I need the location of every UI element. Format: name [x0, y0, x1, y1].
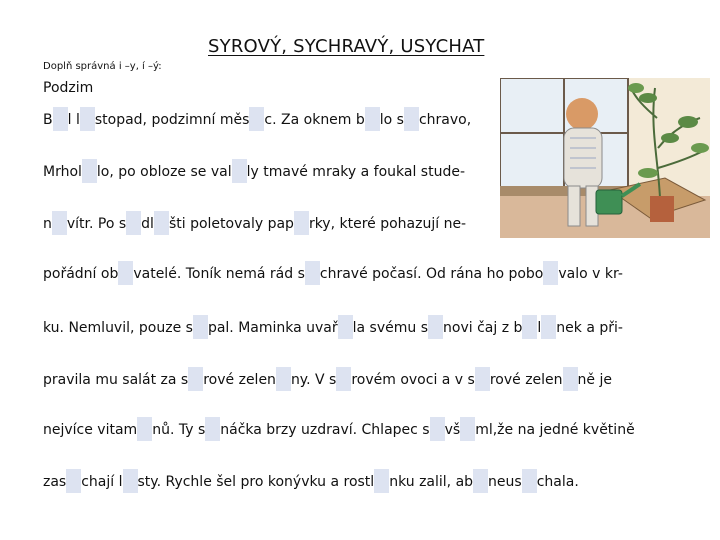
blank-gap[interactable] [205, 417, 220, 441]
blank-gap[interactable] [475, 367, 490, 391]
text-line-2 [43, 159, 465, 183]
worksheet-title: SYROVÝ, SYCHRAVÝ, USYCHAT [208, 36, 485, 57]
text-segment: chají l [81, 474, 123, 490]
text-segment: vš [444, 422, 461, 438]
text-segment: B [43, 112, 53, 128]
text-segment: rové zelen [489, 372, 563, 388]
blank-gap[interactable] [522, 469, 537, 493]
text-segment: Mrhol [43, 164, 82, 180]
text-segment: la svému s [352, 320, 429, 336]
text-segment: valo v kr- [558, 266, 623, 282]
blank-gap[interactable] [374, 469, 389, 493]
blank-gap[interactable] [338, 315, 353, 339]
blank-gap[interactable] [249, 107, 264, 131]
text-segment: ml,že na jedné květině [475, 422, 635, 438]
text-segment: n [43, 216, 52, 232]
text-segment: dl [141, 216, 154, 232]
blank-gap[interactable] [276, 367, 291, 391]
blank-gap[interactable] [305, 261, 320, 285]
blank-gap[interactable] [541, 315, 556, 339]
blank-gap[interactable] [137, 417, 152, 441]
blank-gap[interactable] [66, 469, 81, 493]
blank-gap[interactable] [473, 469, 488, 493]
blank-gap[interactable] [522, 315, 537, 339]
blank-gap[interactable] [460, 417, 475, 441]
boy-watering-plant-illustration [500, 78, 710, 238]
blank-gap[interactable] [123, 469, 138, 493]
blank-gap[interactable] [52, 211, 67, 235]
blank-gap[interactable] [232, 159, 247, 183]
text-segment: nejvíce vitam [43, 422, 138, 438]
text-segment: stopad, podzimní měs [94, 112, 250, 128]
text-line-3 [43, 211, 466, 235]
text-line-7 [43, 417, 635, 441]
text-line-6 [43, 367, 612, 391]
text-segment: nů. Ty s [152, 422, 206, 438]
text-segment: pal. Maminka uvař [207, 320, 338, 336]
text-line-5 [43, 315, 623, 339]
text-segment: vítr. Po s [66, 216, 127, 232]
blank-gap[interactable] [118, 261, 133, 285]
text-segment: l l [67, 112, 80, 128]
blank-gap[interactable] [188, 367, 203, 391]
text-segment: sty. Rychle šel pro konývku a rostl [137, 474, 375, 490]
text-line-1 [43, 107, 471, 131]
blank-gap[interactable] [365, 107, 380, 131]
text-segment: šti poletovaly pap [168, 216, 294, 232]
story-heading: Podzim [43, 80, 94, 96]
text-segment: ly tmavé mraky a foukal stude- [246, 164, 466, 180]
text-segment: chala. [536, 474, 579, 490]
text-line-8 [43, 469, 579, 493]
blank-gap[interactable] [80, 107, 95, 131]
text-segment: chravé počasí. Od rána ho pobo [319, 266, 544, 282]
text-segment: zas [43, 474, 67, 490]
text-segment: lo, po obloze se val [96, 164, 232, 180]
text-segment: rovém ovoci a v s [351, 372, 475, 388]
text-segment: nku zalil, ab [389, 474, 474, 490]
text-segment: pravila mu salát za s [43, 372, 189, 388]
text-segment: lo s [379, 112, 404, 128]
text-segment: neus [488, 474, 522, 490]
text-segment: chravo, [418, 112, 472, 128]
blank-gap[interactable] [82, 159, 97, 183]
blank-gap[interactable] [404, 107, 419, 131]
blank-gap[interactable] [53, 107, 68, 131]
blank-gap[interactable] [126, 211, 141, 235]
text-segment: c. Za oknem b [264, 112, 365, 128]
text-segment: pořádní ob [43, 266, 119, 282]
text-segment: ny. V s [290, 372, 337, 388]
blank-gap[interactable] [563, 367, 578, 391]
instruction-text: Doplň správná i –y, í –ý: [43, 61, 162, 72]
text-segment: novi čaj z b [443, 320, 523, 336]
blank-gap[interactable] [336, 367, 351, 391]
text-segment: vatelé. Toník nemá rád s [133, 266, 305, 282]
text-line-4 [43, 261, 623, 285]
blank-gap[interactable] [543, 261, 558, 285]
text-segment: ně je [577, 372, 612, 388]
blank-gap[interactable] [193, 315, 208, 339]
text-segment: náčka brzy uzdraví. Chlapec s [220, 422, 430, 438]
text-segment: rky, které pohazují ne- [308, 216, 467, 232]
blank-gap[interactable] [428, 315, 443, 339]
blank-gap[interactable] [294, 211, 309, 235]
text-segment: l [537, 320, 542, 336]
text-segment: nek a při- [556, 320, 623, 336]
text-segment: rové zelen [203, 372, 276, 388]
blank-gap[interactable] [430, 417, 445, 441]
blank-gap[interactable] [154, 211, 169, 235]
text-segment: ku. Nemluvil, pouze s [43, 320, 193, 336]
